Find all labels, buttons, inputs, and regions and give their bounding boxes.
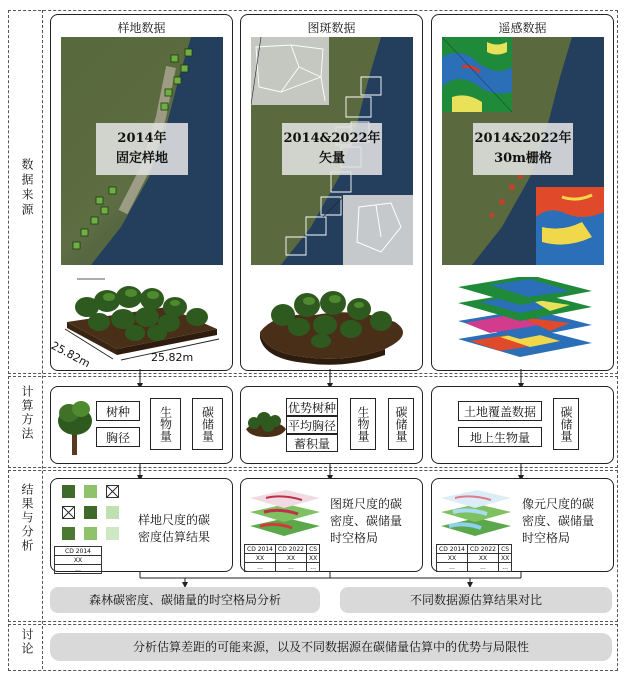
discussion-pill: 分析估算差距的可能来源，以及不同数据源在碳储量估算中的优势与局限性: [50, 633, 612, 661]
patch-biomass-box: [350, 398, 376, 450]
swatch-light-green: [106, 506, 119, 519]
swatch-dark-green: [62, 527, 75, 540]
swatch-light-green: [106, 527, 119, 540]
remote-table-cell: XX: [468, 554, 499, 563]
patch-carbon-box: [388, 398, 414, 450]
patch-data-title: 图斑数据: [307, 21, 356, 35]
swatch-mid-green: [84, 485, 97, 498]
patch-table-cell: XX: [276, 554, 307, 563]
remote-table-header: CD 2022: [468, 545, 499, 554]
patch-volume-box: 蓄积量: [286, 434, 338, 452]
remote-result-line-2: 密度、碳储量: [522, 514, 595, 528]
patch-carbon-label: 碳储量: [394, 406, 408, 442]
section-label-result: 结果与分析: [20, 483, 34, 553]
section-label-method: 计算方法: [20, 385, 34, 441]
mini-forest-icon: [244, 409, 288, 441]
remote-result-line-1: 像元尺度的碳: [522, 497, 595, 511]
plot-biomass-label: 生物量: [158, 406, 173, 442]
remote-table-cell: ...: [468, 563, 499, 572]
patch-mean-dbh-box: 平均胸径: [286, 416, 338, 434]
plot-result-line-2: 密度估算结果: [138, 530, 211, 544]
patch-result-table: [244, 544, 320, 572]
remote-stacked-maps-icon: [437, 482, 517, 542]
remote-result-text: [522, 496, 594, 547]
remote-agb-box: 地上生物量: [458, 427, 542, 447]
spatiotemporal-analysis-pill: 森林碳密度、碳储量的时空格局分析: [50, 587, 320, 613]
swatch-dark-green: [84, 506, 97, 519]
plot-result-text: [138, 512, 210, 546]
remote-overlay-year: 2014&2022年: [474, 131, 572, 146]
plot-dimension-a: 25.82m: [48, 339, 93, 371]
patch-biomass-label: 生物量: [356, 406, 370, 442]
remote-overlay-type: 30m栅格: [494, 151, 552, 166]
patch-table-cell: ...: [245, 563, 276, 572]
remote-table-cell: ...: [499, 563, 512, 572]
plot-overlay-type: 固定样地: [115, 151, 168, 166]
plot-table-cell: XX: [55, 556, 102, 565]
plot-table-cell: ...: [55, 565, 102, 574]
patch-result-text: [330, 496, 402, 547]
remote-method-panel: [431, 386, 614, 464]
plot-table-header: CD 2014: [55, 547, 102, 556]
patch-table-header: CS: [307, 545, 320, 554]
patch-table-cell: XX: [245, 554, 276, 563]
plot-result-table: [54, 546, 102, 574]
patch-table-header: CD 2022: [276, 545, 307, 554]
plot-data-title: 样地数据: [117, 21, 166, 35]
remote-table-header: CS: [499, 545, 512, 554]
swatch-dark-green: [62, 485, 75, 498]
swatch-empty-plot: [106, 485, 119, 498]
patch-overlay-year: 2014&2022年: [283, 131, 381, 146]
swatch-mid-green: [84, 527, 97, 540]
swatch-empty-plot: [62, 506, 75, 519]
patch-table-cell: XX: [307, 554, 320, 563]
patch-result-line-1: 图斑尺度的碳: [330, 497, 403, 511]
plot-carbon-label: 碳储量: [200, 406, 215, 442]
remote-carbon-box: [553, 398, 579, 450]
patch-result-line-2: 密度、碳储量: [330, 514, 403, 528]
plot-biomass-box: [150, 398, 181, 450]
plot-dimension-b: 25.82m: [151, 351, 194, 364]
patch-stacked-maps-icon: [246, 482, 326, 542]
single-tree-icon: [55, 395, 95, 457]
section-label-discussion: 讨论: [20, 628, 34, 656]
remote-landcover-box: 土地覆盖数据: [458, 401, 542, 421]
remote-result-line-3: 时空格局: [522, 531, 571, 545]
plot-species-box: 树种: [96, 401, 140, 421]
remote-table-cell: XX: [437, 554, 468, 563]
patch-table-header: CD 2014: [245, 545, 276, 554]
remote-table-cell: XX: [499, 554, 512, 563]
remote-carbon-label: 碳储量: [559, 406, 573, 442]
remote-table-header: CD 2014: [437, 545, 468, 554]
plot-overlay-year: 2014年: [117, 131, 167, 146]
plot-carbon-box: [192, 398, 223, 450]
remote-result-table: [436, 544, 512, 572]
source-comparison-pill: 不同数据源估算结果对比: [340, 587, 612, 613]
plot-dbh-box: 胸径: [96, 427, 140, 447]
patch-result-line-3: 时空格局: [330, 531, 379, 545]
section-label-data-source: 数据来源: [20, 158, 34, 218]
remote-table-cell: ...: [437, 563, 468, 572]
patch-table-cell: ...: [307, 563, 320, 572]
remote-data-title: 遥感数据: [498, 21, 547, 35]
patch-table-cell: ...: [276, 563, 307, 572]
plot-result-line-1: 样地尺度的碳: [138, 513, 211, 527]
patch-overlay-type: 矢量: [318, 151, 345, 166]
patch-dominant-species-box: 优势树种: [286, 398, 338, 416]
